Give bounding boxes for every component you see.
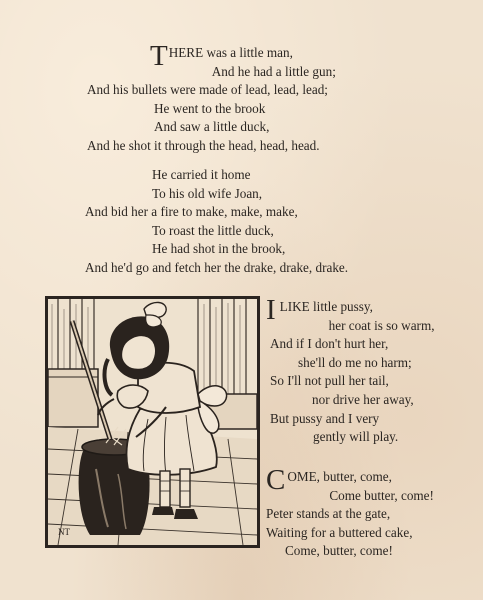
poem-line: her coat is so warm,	[328, 317, 435, 333]
poem-line	[266, 464, 413, 496]
poem-line: And bid her a fire to make, make, make,	[85, 204, 298, 220]
poem-line: To roast the little duck,	[152, 222, 274, 238]
poem-i-like-little-pussy	[266, 294, 435, 447]
drop-cap: C	[266, 464, 286, 496]
poem-come-butter-come	[266, 464, 434, 561]
poem-line: But pussy and I very	[270, 410, 380, 426]
poem-line: Come butter, come!	[329, 487, 434, 503]
poem-line-text: HERE was a little man,	[168, 45, 293, 60]
poem-line: He went to the brook	[154, 100, 266, 116]
poem-line: gently will play.	[313, 429, 399, 445]
drop-cap: I	[266, 294, 276, 326]
artist-monogram: NT	[58, 527, 70, 537]
drop-cap: T	[150, 40, 168, 72]
poem-he-carried-it-home	[85, 166, 348, 278]
poem-line: Peter stands at the gate,	[266, 506, 391, 522]
poem-line: He carried it home	[152, 167, 251, 182]
poem-line: To his old wife Joan,	[152, 185, 263, 201]
poem-line: And if I don't hurt her,	[270, 336, 389, 352]
poem-line: nor drive her away,	[312, 391, 414, 407]
poem-line: And he'd go and fetch her the drake, drake, drake.	[85, 259, 349, 275]
poem-line: He had shot in the brook,	[152, 241, 286, 257]
poem-line-text: LIKE little pussy,	[279, 299, 373, 314]
poem-line: And he shot it through the head, head, head.	[87, 137, 320, 153]
illustration-girl-churning-butter	[45, 296, 260, 548]
poem-line-text: OME, butter, come,	[287, 469, 392, 484]
poem-line: So I'll not pull her tail,	[270, 373, 389, 389]
poem-line: Come, butter, come!	[285, 543, 393, 559]
poem-line: Waiting for a buttered cake,	[266, 524, 413, 540]
poem-line: And his bullets were made of lead, lead, lead;	[87, 82, 328, 98]
poem-line: And he had a little gun;	[211, 63, 336, 79]
poem-line	[266, 294, 385, 326]
poem-line: she'll do me no harm;	[298, 354, 412, 370]
poem-there-was-a-little-man	[87, 40, 336, 156]
poem-line: And saw a little duck,	[154, 119, 270, 135]
